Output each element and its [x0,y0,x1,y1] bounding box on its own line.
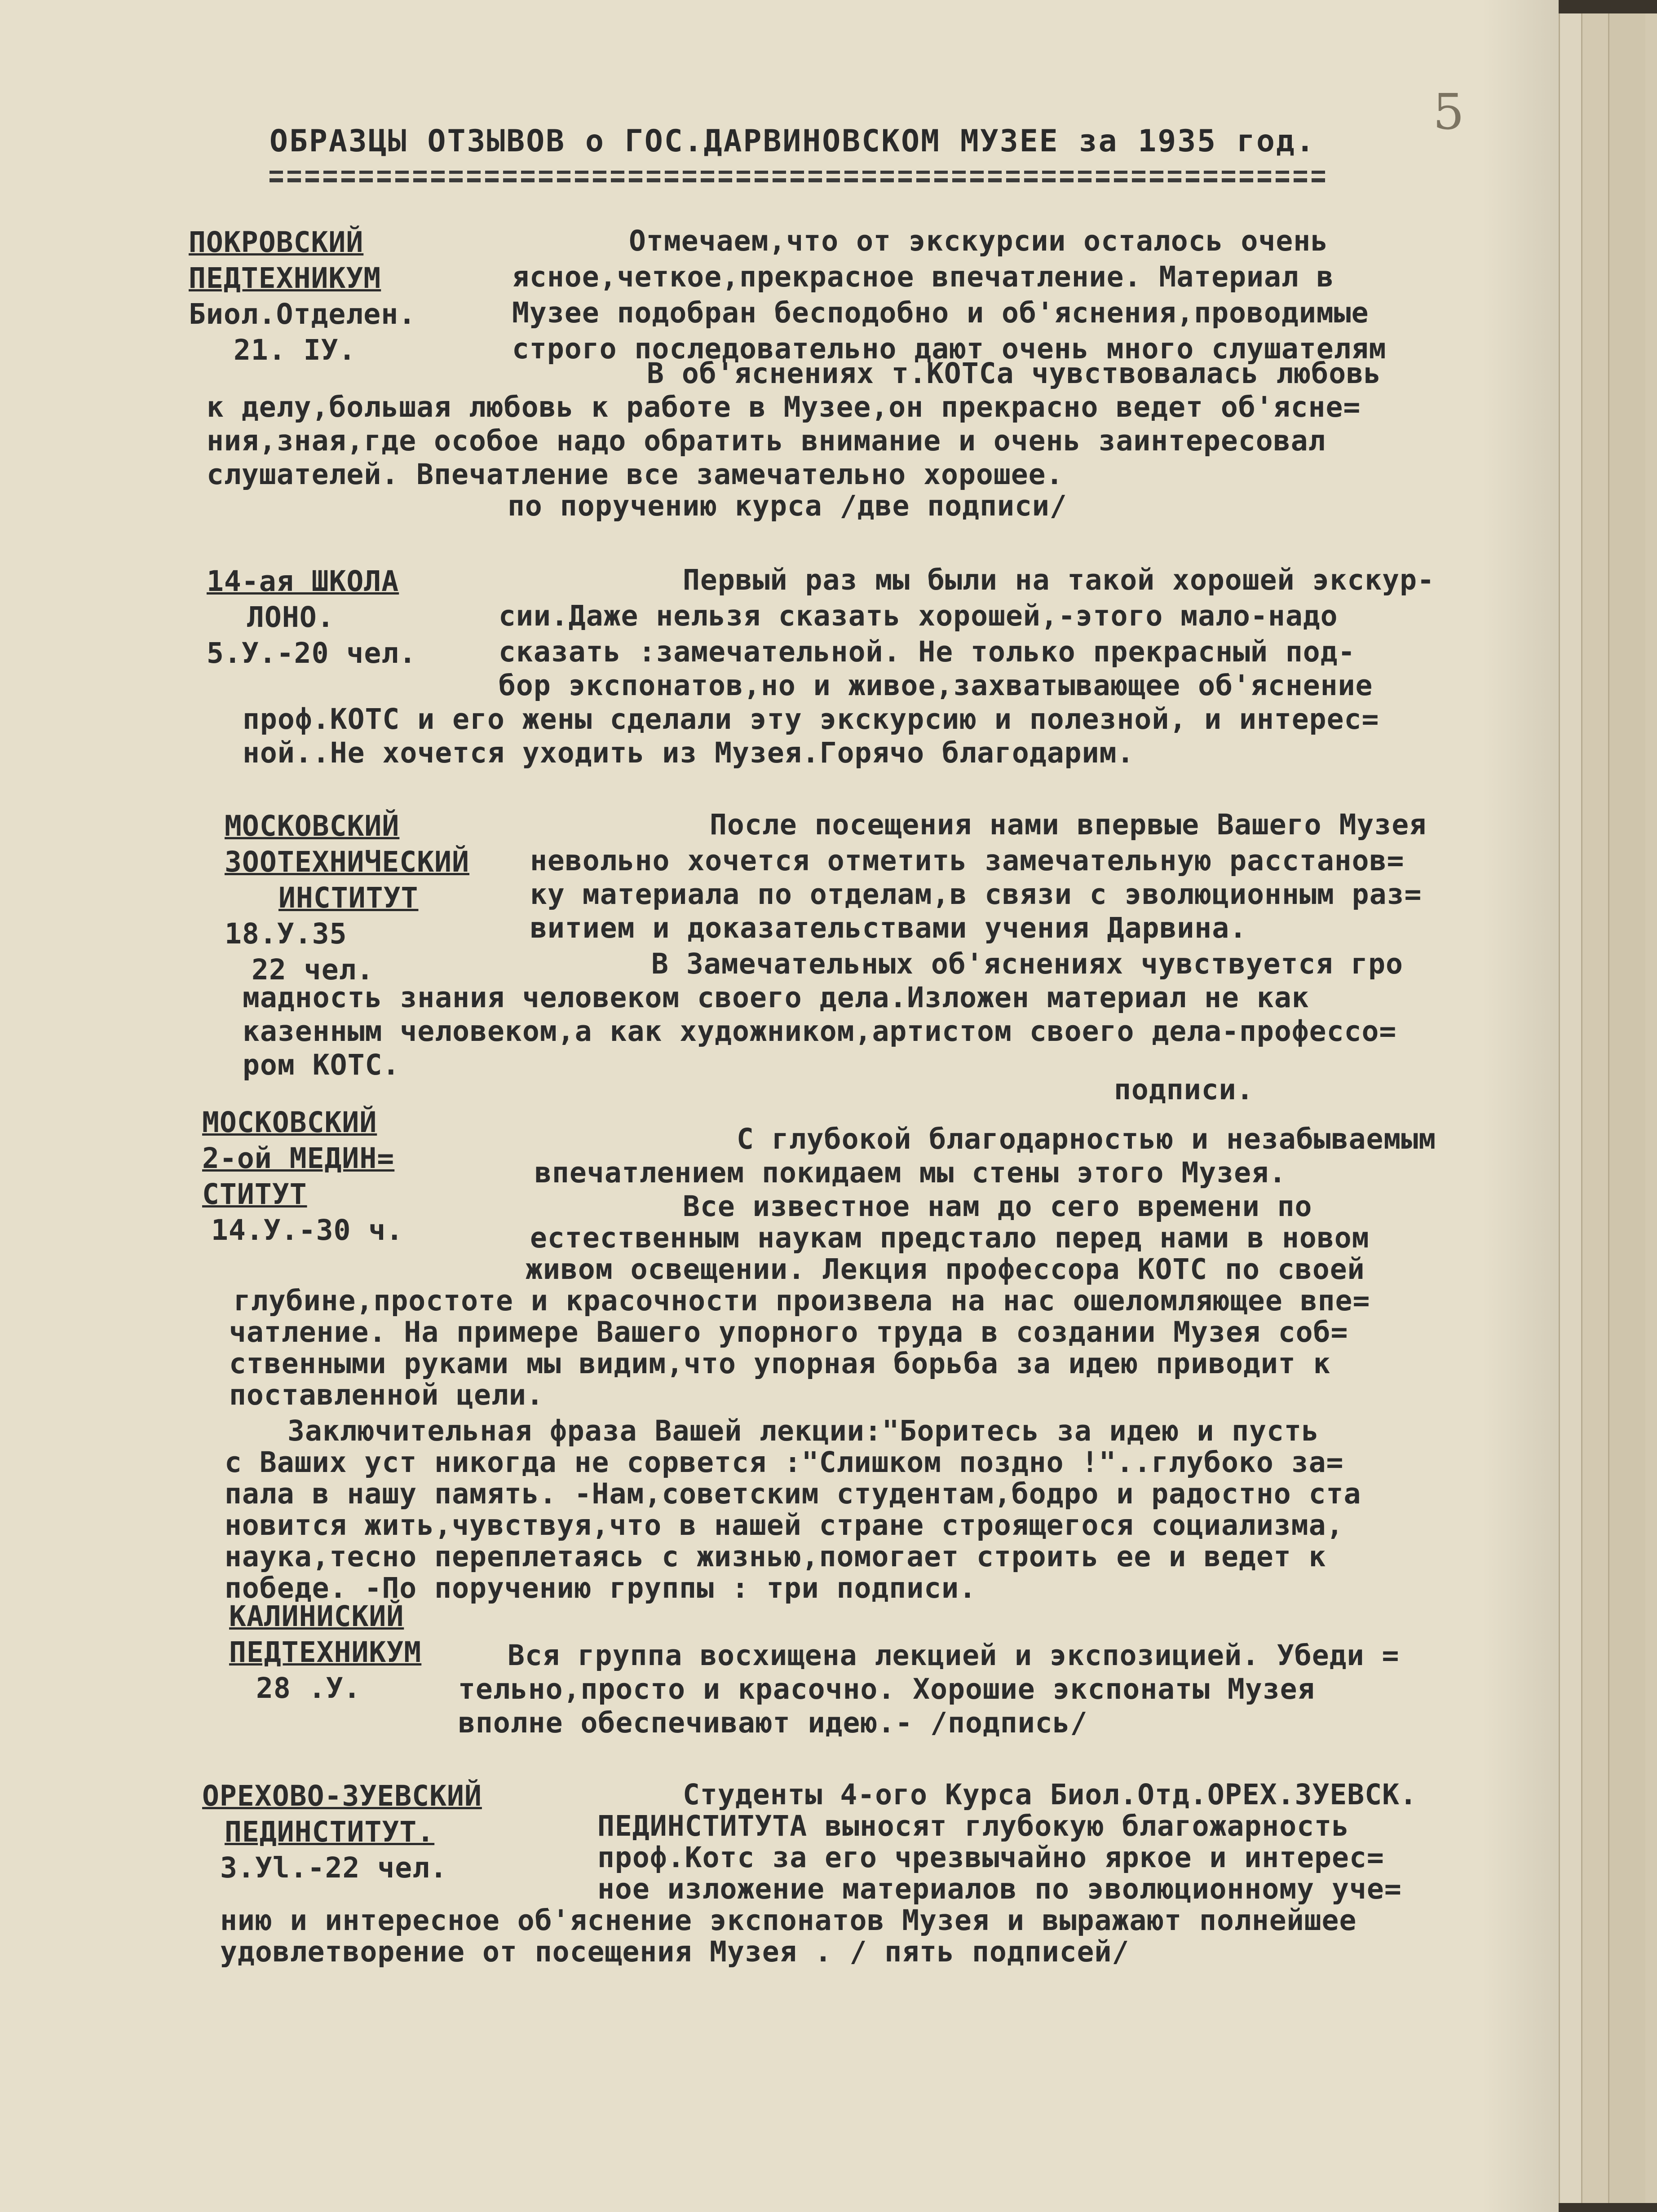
text-line: Отмечаем,что от экскурсии осталось очень [629,225,1329,257]
label-line: 5.У.-20 чел. [207,637,417,670]
text-line: ной..Не хочется уходить из Музея.Горячо благодарим. [243,736,1135,769]
text-line: чатление. На примере Вашего упорного труда в создании Музея соб= [229,1316,1348,1348]
label-line: 14.У.-30 ч. [211,1214,404,1247]
text-line: поставленной цели. [229,1379,544,1411]
text-line: ПЕДИНСТИТУТА выносят глубокую благожарность [597,1810,1349,1842]
text-line: бор экспонатов,но и живое,захватывающее об'яснение [499,669,1373,702]
text-line: вполне обеспечивают идею.- /подпись/ [458,1706,1088,1739]
label-line: ОРЕХОВО-ЗУЕВСКИЙ [202,1780,482,1812]
text-line: Первый раз мы были на такой хорошей экскур- [683,564,1435,596]
label-line: 18.У.35 [225,917,347,950]
text-line: невольно хочется отметить замечательную расстанов= [530,844,1405,877]
text-line: победе. -По поручению группы : три подписи. [225,1572,977,1604]
label-line: СТИТУТ [202,1178,307,1211]
text-line: Музее подобран бесподобно и об'яснения,проводимые [512,296,1369,329]
text-line: ясное,четкое,прекрасное впечатление. Материал в [512,260,1334,293]
label-line: 22 чел. [252,953,374,986]
text-line: ку материала по отделам,в связи с эволюционным раз= [530,878,1422,911]
institution-label [202,1105,526,1248]
label-line: 21. IУ. [234,334,356,366]
document-title: ОБРАЗЦЫ ОТЗЫВОВ о ГОС.ДАРВИНОВСКОМ МУЗЕЕ за 1935 год. [270,123,1316,159]
text-line: В Замечательных об'яснениях чувствуется гро [651,947,1403,980]
label-line: 2-ой МЕДИН= [202,1142,395,1175]
label-line: 14-ая ШКОЛА [207,565,399,598]
text-line: впечатлением покидаем мы стены этого Музея. [535,1156,1286,1189]
text-line: наука,тесно переплетаясь с жизнью,помогает строить ее и ведет к [225,1540,1326,1573]
text-line: ное изложение материалов по эволюционному уче= [597,1873,1402,1905]
text-line: по поручению курса /две подписи/ [508,489,1067,522]
text-line: ния,зная,где особое надо обратить внимание и очень заинтересовал [207,424,1326,457]
text-line: Все известное нам до сего времени по [683,1190,1312,1223]
text-line: живом освещении. Лекция профессора КОТС по своей [526,1253,1365,1286]
text-line: с Ваших уст никогда не сорвется :"Слишком поздно !"..глубоко за= [225,1446,1344,1479]
text-line: Студенты 4-ого Курса Биол.Отд.ОРЕХ.ЗУЕВСК. [683,1778,1418,1811]
text-line: После посещения нами впервые Вашего Музея [710,808,1427,841]
text-line: проф.КОТС и его жены сделали эту экскурсию и полезной, и интерес= [243,703,1379,736]
label-line: ЗООТЕХНИЧЕСКИЙ [225,846,470,878]
text-line: витием и доказательствами учения Дарвина. [530,912,1247,944]
label-line: ПЕДТЕХНИКУМ [229,1636,422,1669]
label-line: КАЛИНИСКИЙ [229,1600,404,1633]
label-line: ИНСТИТУТ [278,881,419,914]
text-line: глубине,простоте и красочности произвела на нас ошеломляющее впе= [234,1284,1370,1317]
label-line: ПОКРОВСКИЙ [189,226,364,259]
institution-label [207,564,530,671]
text-line: строго последовательно дают очень много слушателям [512,332,1387,365]
text-line: тельно,просто и красочно. Хорошие экспонаты Музея [458,1673,1315,1705]
text-line: ственными руками мы видим,что упорная борьба за идею приводит к [229,1347,1331,1380]
label-line: ЛОНО. [247,601,335,634]
label-line: Биол.Отделен. [189,298,416,330]
text-line: Вся группа восхищена лекцией и экспозицией. Убеди = [508,1639,1400,1672]
text-line: слушателей. Впечатление все замечательно хорошее. [207,458,1064,491]
text-line: пала в нашу память. -Нам,советским студентам,бодро и радостно ста [225,1477,1361,1510]
text-line: ром КОТС. [243,1049,400,1081]
label-line: 28 .У. [256,1672,361,1705]
page-fold-shadow [1482,0,1559,2212]
text-line: сии.Даже нельзя сказать хорошей,-этого мало-надо [499,599,1338,632]
text-line: проф.Котс за его чрезвычайно яркое и интерес= [597,1841,1384,1874]
label-line: МОСКОВСКИЙ [202,1106,377,1139]
text-line: В об'яснениях т.КОТСа чувствовалась любовь [647,357,1382,390]
institution-label [202,1778,570,1886]
text-line: подписи. [1114,1073,1254,1106]
text-line: удовлетворение от посещения Музея . / пять подписей/ [220,1935,1130,1968]
title-double-rule [270,171,1325,182]
page-number: 5 [1433,83,1464,141]
text-line: Заключительная фраза Вашей лекции:"Боритесь за идею и пусть [287,1414,1319,1447]
label-line: 3.Уl.-22 чел. [220,1851,448,1884]
text-line: новится жить,чувствуя,что в нашей стране строящегося социализма, [225,1509,1344,1542]
label-line: ПЕДИНСТИТУТ. [225,1815,435,1848]
text-line: естественным наукам предстало перед нами в новом [530,1221,1370,1254]
text-line: казенным человеком,а как художником,артистом своего дела-профессо= [243,1015,1397,1048]
text-line: мадность знания человеком своего дела.Изложен материал не как [243,981,1309,1014]
label-line: ПЕДТЕХНИКУМ [189,262,381,295]
text-line: нию и интересное об'яснение экспонатов Музея и выражают полнейшее [220,1904,1357,1937]
institution-label [189,225,512,368]
text-line: С глубокой благодарностью и незабываемым [737,1123,1436,1155]
label-line: МОСКОВСКИЙ [225,810,400,842]
text-line: сказать :замечательной. Не только прекрасный под- [499,635,1356,668]
text-line: к делу,большая любовь к работе в Музее,он прекрасно ведет об'ясне= [207,391,1361,423]
